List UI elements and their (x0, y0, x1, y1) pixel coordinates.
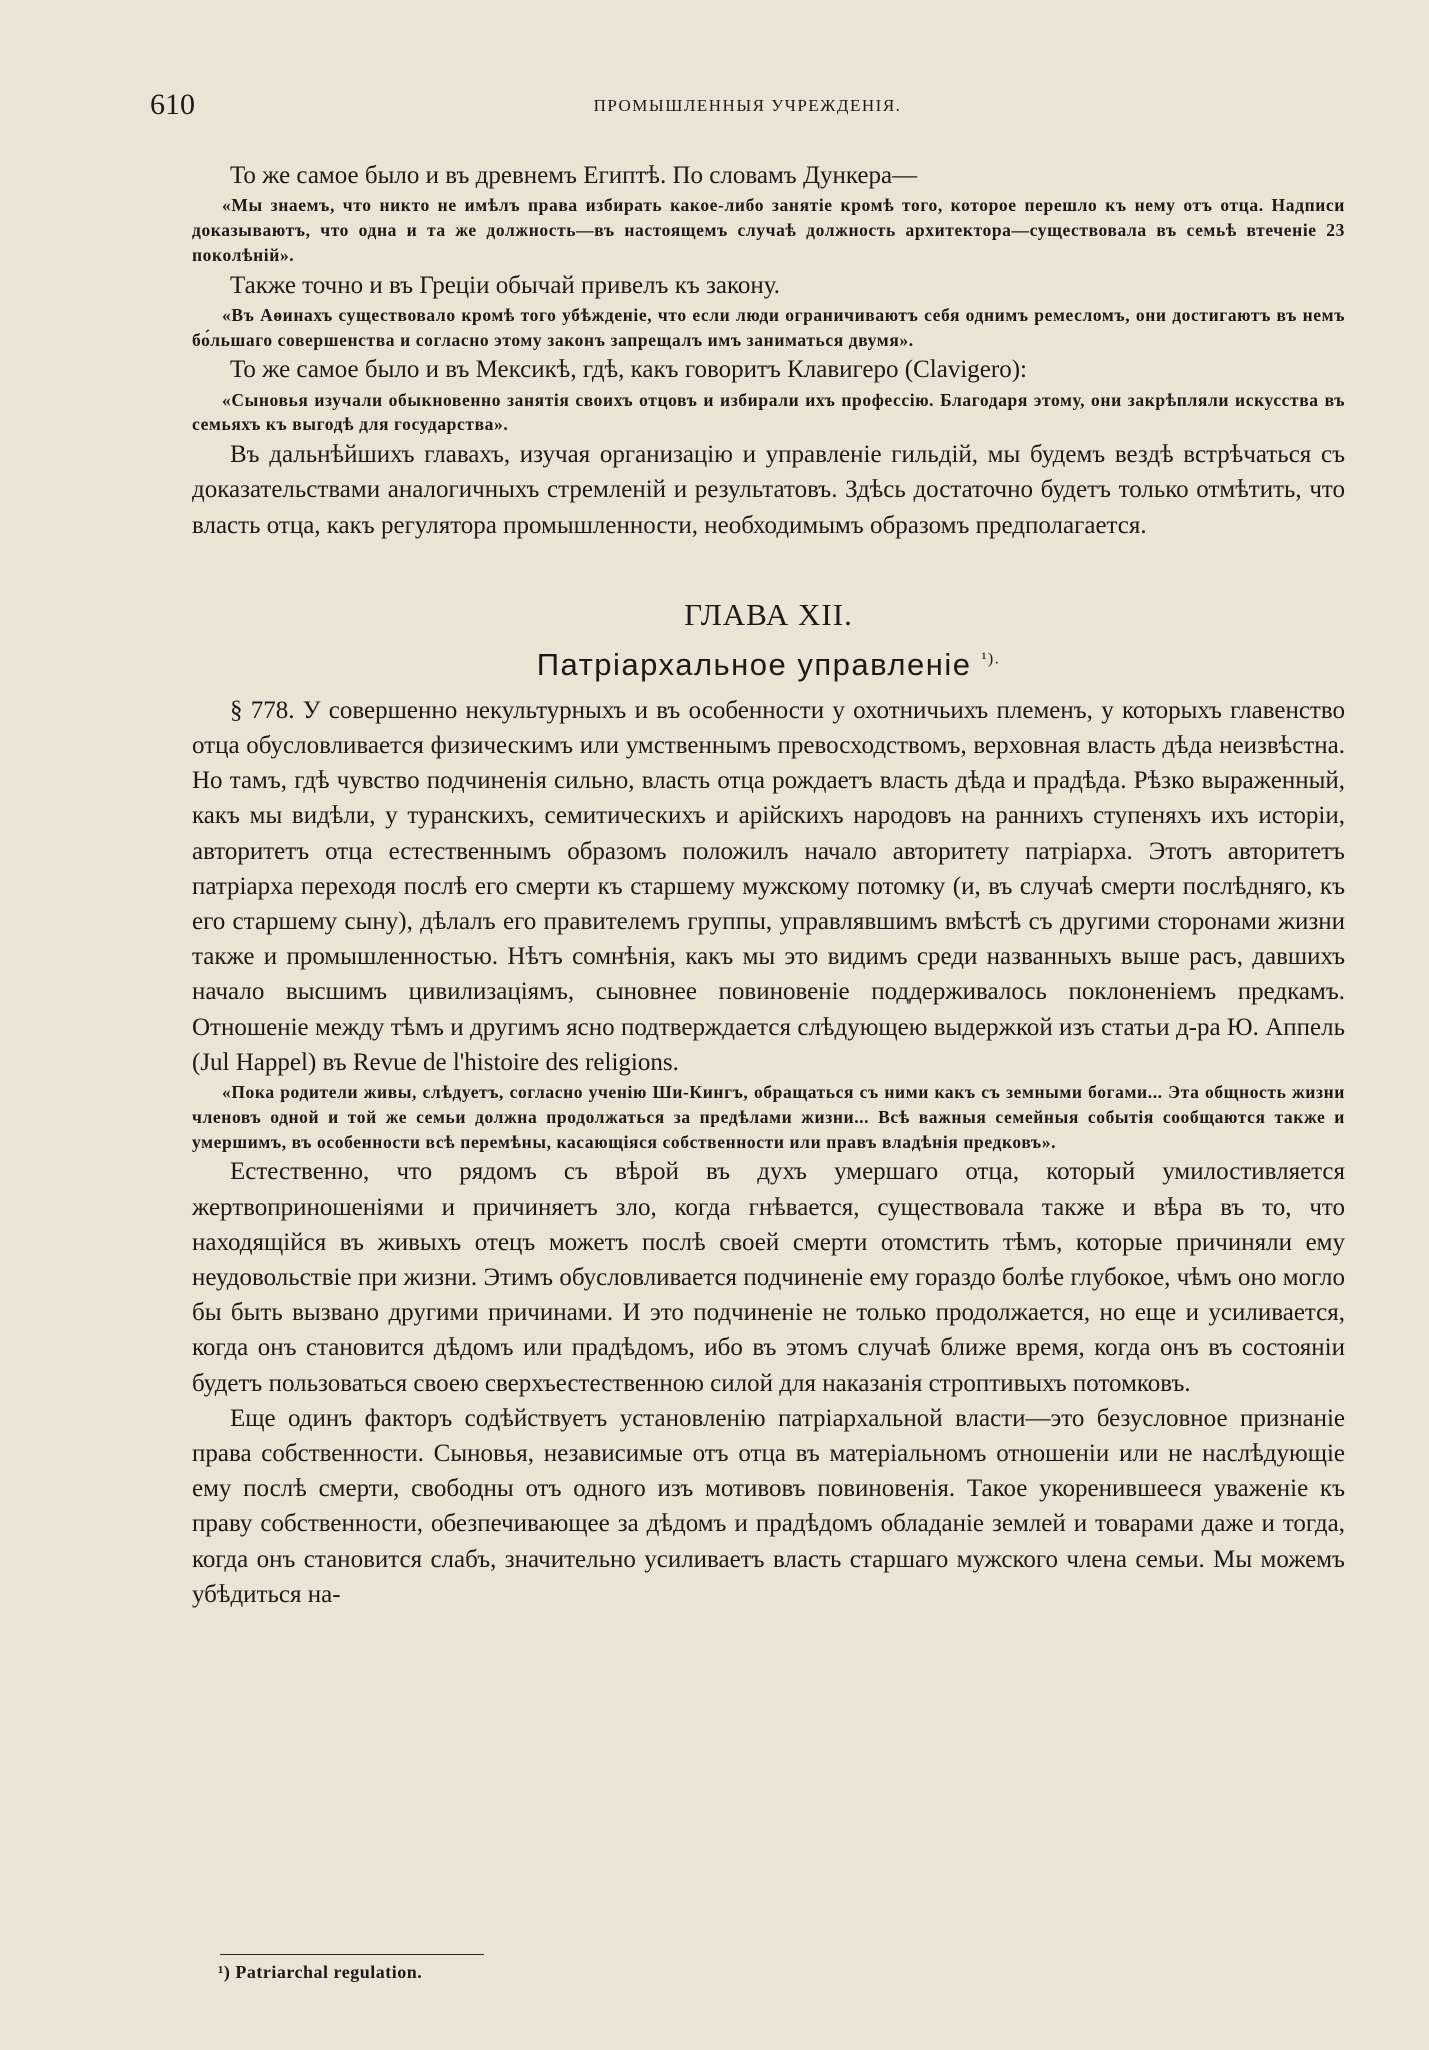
chapter-title: Патрiархальное управленiе (536, 646, 972, 682)
block-quote: «Пока родители живы, слѣдуетъ, согласно ученiю Ши-Кингъ, обращаться съ ними какъ съ земными богами... Эта общность жизни членовъ одной и той же семьи должна продолжаться за предѣлами жизни... Всѣ важныя семейныя событiя сообщаются также и умершимъ, въ особенности всѣ перемѣны, касающiяся собственности или правъ владѣнiя предковъ». (192, 1082, 1345, 1152)
footnote-marker: ¹). (981, 650, 1001, 668)
paragraph: Естественно, что рядомъ съ вѣрой въ духъ умершаго отца, который умилостивляется жертвоприношенiями и причиняетъ зло, когда гнѣвается, существовала также и вѣра въ то, что находящiйся въ живыхъ отецъ можетъ послѣ своей смерти отомстить тѣмъ, которые причиняли ему неудовольствiе при жизни. Этимъ обусловливается подчиненiе ему гораздо болѣе глубокое, чѣмъ оно могло бы быть вызвано другими причинами. И это подчиненiе не только продолжается, но еще и усиливается, когда онъ становится дѣдомъ или прадѣдомъ, ибо въ этомъ случаѣ ближе время, когда онъ въ состоянiи будетъ пользоваться своею сверхъестественною силой для наказанiя строптивыхъ потомковъ. (192, 1158, 1345, 1397)
paragraph: Въ дальнѣйшихъ главахъ, изучая организацiю и управленiе гильдiй, мы будемъ вездѣ встрѣчаться съ доказательствами аналогичныхъ стремленiй и результатовъ. Здѣсь достаточно будетъ только отмѣтить, что власть отца, какъ регулятора промышленности, необходимымъ образомъ предполагается. (192, 441, 1345, 539)
block-quote: «Сыновья изучали обыкновенно занятiя своихъ отцовъ и избирали ихъ профессiю. Благодаря этому, они закрѣпляли искусства въ семьяхъ къ выгодѣ для государства». (192, 389, 1345, 435)
page-number: 610 (150, 88, 195, 121)
page-header (150, 88, 1345, 128)
block-quote: «Мы знаемъ, что никто не имѣлъ права избирать какое-либо занятiе кромѣ того, которое перешло къ нему отъ отца. Надписи доказываютъ, что одна и та же должность—въ настоящемъ случаѣ должность архитектора—существовала въ семьѣ втеченiе 23 поколѣнiй». (192, 195, 1345, 265)
paragraph: § 778. У совершенно некультурныхъ и въ особенности у охотничьихъ племенъ, у которыхъ главенство отца обусловливается физическимъ или умственнымъ превосходствомъ, верховная власть дѣда неизвѣстна. Но тамъ, гдѣ чувство подчиненiя сильно, власть отца рождаетъ власть дѣда и прадѣда. Рѣзко выраженный, какъ мы видѣли, у туранскихъ, семитическихъ и арiйскихъ народовъ на раннихъ ступеняхъ ихъ исторiи, авторитетъ отца естественнымъ образомъ положилъ начало авторитету патрiарха. Этотъ авторитетъ патрiарха переходя послѣ его смерти къ старшему мужскому потомку (и, въ случаѣ смерти послѣдняго, къ его старшему сыну), дѣлалъ его правителемъ группы, управлявшимъ вмѣстѣ съ другими сторонами жизни также и промышленностью. Нѣтъ сомнѣнiя, какъ мы это видимъ среди названныхъ выше расъ, давшихъ начало высшимъ цивилизацiямъ, сыновнее повиновенiе поддерживалось поклоненiемъ предкамъ. Отношенiе между тѣмъ и другимъ ясно подтверждается слѣдующею выдержкой изъ статьи д-ра Ю. Аппель (Jul Happel) въ Revue de l'histoire des religions. (192, 696, 1345, 1076)
chapter-label: ГЛАВА XII. (684, 596, 853, 632)
footnote-divider (220, 1954, 484, 1955)
paragraph: Еще одинъ факторъ содѣйствуетъ установленiю патрiархальной власти—это безусловное признанiе права собственности. Сыновья, независимые отъ отца въ матерiальномъ отношенiи или не наслѣдующiе ему послѣ смерти, свободны отъ одного изъ мотивовъ повиновенiя. Такое укоренившееся уваженiе къ праву собственности, обезпечивающее за дѣдомъ и прадѣдомъ обладанiе землей и товарами даже и тогда, когда онъ становится слабъ, значительно усиливаетъ власть старшаго мужского члена семьи. Мы можемъ убѣдиться на- (192, 1404, 1345, 1608)
chapter-title-line (192, 647, 1345, 683)
page-body (192, 158, 1345, 1612)
running-title: ПРОМЫШЛЕННЫЯ УЧРЕЖДЕНIЯ. (593, 96, 902, 115)
paragraph: Также точно и въ Грецiи обычай привелъ къ закону. (230, 271, 781, 299)
block-quote: «Въ Аѳинахъ существовало кромѣ того убѣжденiе, что если люди ограничиваютъ себя однимъ ремесломъ, они достигаютъ въ немъ бо́льшаго совершенства и согласно этому законъ запрещалъ имъ заниматься двумя». (192, 304, 1345, 350)
footnote: ¹) Patriarchal regulation. (218, 1962, 423, 1982)
paragraph: То же самое было и въ древнемъ Египтѣ. По словамъ Дункера— (230, 162, 918, 189)
paragraph: То же самое было и въ Мексикѣ, гдѣ, какъ говоритъ Клавигеро (Clavigero): (230, 356, 1027, 384)
